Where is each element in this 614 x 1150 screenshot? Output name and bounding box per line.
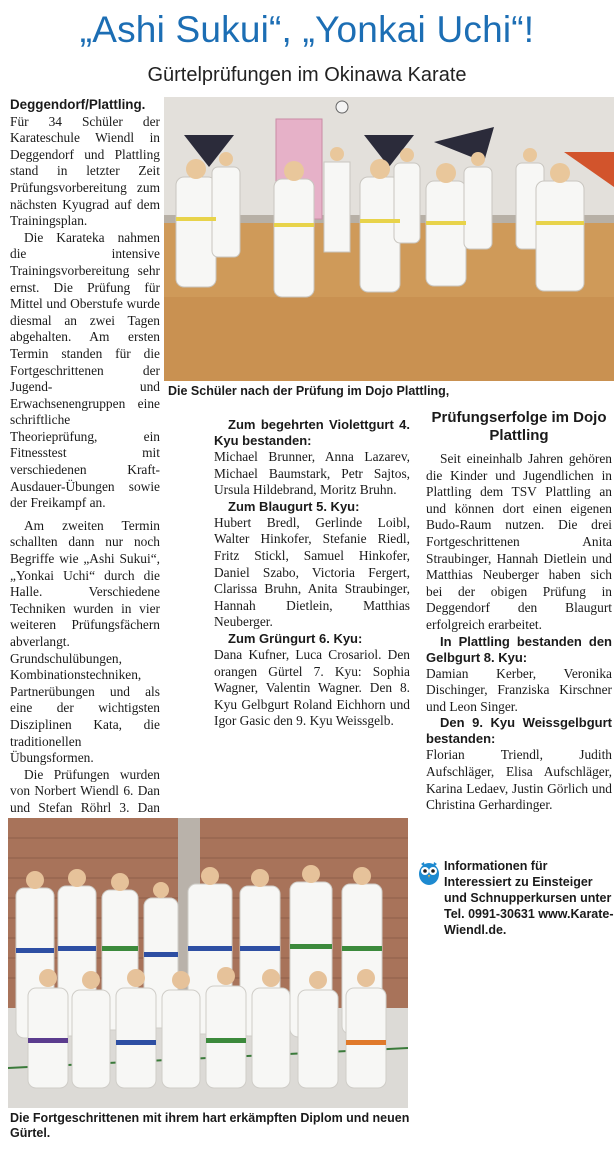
info-text: Informationen für Interessiert zu Einsteiger und Schnupperkursen unter Tel. 0991-30631 www.Karate-Wiendl.de. <box>444 859 614 937</box>
article-column-1 <box>10 97 160 833</box>
subheadline: Gürtelprüfungen im Okinawa Karate <box>147 64 467 86</box>
paragraph-2: Die Karateka nahmen die intensive Trainingsvorbereitung sehr ernst. Die Prüfung für Mittel und Oberstufe wurde diesmal an zwei Tagen abgehalten. Am ersten Termin standen für die Fortgeschrittenen der Jugend- und Erwachsenengruppen eine schriftliche Theorieprüfung, ein Fitnesstest mit verschiedenen Kraft-Ausdauer-Übungen sowie der Freikampf an. <box>10 229 160 511</box>
section-weissgelb-heading: Den 9. Kyu Weissgelbgurt bestanden: <box>426 715 612 747</box>
photo-illustration <box>164 97 614 381</box>
photo1-caption: Die Schüler nach der Prüfung im Dojo Plattling, <box>168 384 450 398</box>
paragraph-1 <box>10 97 160 230</box>
photo-students-dojo-plattling <box>164 97 614 381</box>
paragraph-4: Die Prüfungen wurden von Norbert Wiendl 6. Dan und Stefan Röhrl 3. Dan <box>10 766 160 815</box>
section-gelbgurt-heading: In Plattling bestanden den Gelbgurt 8. Kyu: <box>426 633 612 665</box>
section-gruengurt-heading: Zum Grüngurt 6. Kyu: <box>228 630 363 646</box>
article-column-2 <box>214 417 410 730</box>
photo-illustration-2 <box>8 818 408 1108</box>
dateline: Deggendorf/Plattling. <box>10 97 146 112</box>
section-gruengurt-text: Dana Kufner, Luca Crosariol. Den orangen Gürtel 7. Kyu: Sophia Wagner, Valentin Wagner. Den 8. Kyu Gelbgurt Roland Eichhorn und Igor Gasic den 9. Kyu Weissgelb. <box>214 646 410 729</box>
paragraph-3: Am zweiten Termin schallten dann nur noch Begriffe wie „Ashi Sukui“, „Yonkai Uchi“ durch die Halle. Verschiedene Techniken wurden in vier weiteren Prüfungsfächern abverlangt. Grundschulübungen, Kombinationstechniken, Partnerübungen und als eine der wichtigsten Disziplinen Kata, die traditionellen Übungsformen. <box>10 517 160 766</box>
section-violettgurt-heading: Zum begehrten Violettgurt 4. Kyu bestanden: <box>214 417 410 448</box>
section-weissgelb-text: Florian Triendl, Judith Aufschläger, Elisa Aufschläger, Karina Ledaev, Justin Görlich und Christina Gerhardinger. <box>426 747 612 813</box>
paragraph-1-text: Für 34 Schüler der Karateschule Wiendl in Deggendorf und Plattling stand in letzter Zeit Prüfungsvorbereitung zum nächsten Kyugrad auf dem Trainingsplan. <box>10 113 160 229</box>
section-blaugurt-heading: Zum Blaugurt 5. Kyu: <box>228 498 360 514</box>
headline: „Ashi Sukui“, „Yonkai Uchi“! <box>79 9 535 50</box>
owl-icon <box>418 860 440 886</box>
photo2-caption: Die Fortgeschrittenen mit ihrem hart erkämpften Diplom und neuen Gürtel. <box>10 1111 410 1140</box>
article-column-3 <box>426 409 612 814</box>
section-blaugurt-text: Hubert Bredl, Gerlinde Loibl, Walter Hinkofer, Stefanie Riedl, Fritz Stickl, Samuel Hinkofer, Daniel Szabo, Victoria Fergert, Clarissa Bruhn, Anita Straubinger, Hannah Dietlein, Matthias Neuberger. <box>214 514 410 630</box>
section-violettgurt-text: Michael Brunner, Anna Lazarev, Michael Baumstark, Petr Sajtos, Ursula Hildebrand, Moritz Bruhn. <box>214 449 410 498</box>
section-heading-plattling: Prüfungserfolge im Dojo Plattling <box>431 409 607 444</box>
photo-advanced-students-diplomas <box>8 818 408 1108</box>
plattling-intro: Seit eineinhalb Jahren gehören die Kinder und Jugendlichen in Plattling dem TSV Plattling an und können dort einen eigenen Budo-Raum nutzen. Die drei Fortgeschrittenen Anita Straubinger, Hannah Dietlein und Matthias Neuberger haben sich bei der obigen Prüfung in Deggendorf den Blaugurt erfolgreich erarbeitet. <box>426 451 612 632</box>
section-gelbgurt-text: Damian Kerber, Veronika Dischinger, Franziska Kirschner und Leon Singer. <box>426 665 612 714</box>
